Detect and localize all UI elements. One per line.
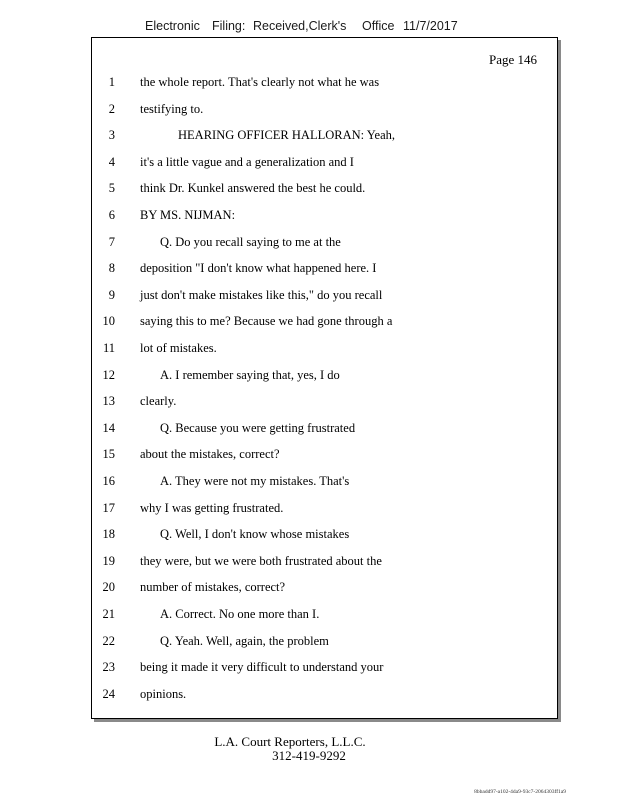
document-id: 8bbadd97-a102-4da9-93c7-2064303ff1a9 xyxy=(474,789,566,795)
line-number: 20 xyxy=(102,580,115,595)
line-text: number of mistakes, correct? xyxy=(140,580,286,595)
transcript-line xyxy=(92,258,557,278)
transcript-line xyxy=(92,684,557,704)
transcript-line xyxy=(92,418,557,438)
line-number: 12 xyxy=(102,367,115,382)
page-number: Page 146 xyxy=(488,52,537,67)
line-text: just don't make mistakes like this," do you recall xyxy=(140,287,383,302)
line-number: 9 xyxy=(108,287,115,302)
line-number: 8 xyxy=(108,261,115,276)
line-number: 10 xyxy=(102,314,115,329)
line-text: clearly. xyxy=(140,394,177,409)
transcript-line xyxy=(92,99,557,119)
line-text: Q. Do you recall saying to me at the xyxy=(160,234,341,249)
line-text: being it made it very difficult to understand your xyxy=(140,660,384,675)
line-number: 1 xyxy=(108,75,115,89)
line-number: 21 xyxy=(102,607,115,621)
filing-stamp-office: Office xyxy=(362,19,395,33)
line-text: Q. Well, I don't know whose mistakes xyxy=(160,527,350,542)
transcript-line xyxy=(92,551,557,571)
transcript-line xyxy=(92,471,557,491)
line-text: deposition "I don't know what happened here. I xyxy=(140,261,377,276)
line-text: Q. Because you were getting frustrated xyxy=(160,420,356,435)
filing-stamp xyxy=(0,19,618,37)
filing-stamp-received: Received,Clerk's xyxy=(253,19,347,33)
line-text: opinions. xyxy=(140,686,187,701)
transcript-line xyxy=(92,205,557,225)
transcript-line xyxy=(92,577,557,597)
transcript-line xyxy=(92,498,557,518)
line-number: 3 xyxy=(108,128,115,143)
line-number: 22 xyxy=(102,633,115,648)
transcript-line xyxy=(92,311,557,331)
transcript-line xyxy=(92,232,557,252)
line-text: Q. Yeah. Well, again, the problem xyxy=(160,633,329,648)
line-text: A. I remember saying that, yes, I do xyxy=(160,367,340,382)
line-number: 5 xyxy=(108,181,115,196)
line-number: 18 xyxy=(102,527,115,542)
transcript-line xyxy=(92,391,557,411)
reporter-phone: 312-419-9292 xyxy=(272,748,346,763)
line-text: testifying to. xyxy=(140,101,204,116)
line-text: A. Correct. No one more than I. xyxy=(160,607,320,621)
line-number: 15 xyxy=(102,447,115,462)
line-text: why I was getting frustrated. xyxy=(140,500,284,515)
line-number: 13 xyxy=(102,394,115,409)
line-text: A. They were not my mistakes. That's xyxy=(160,474,350,488)
line-number: 6 xyxy=(108,208,115,222)
line-text: HEARING OFFICER HALLORAN: Yeah, xyxy=(178,128,396,143)
line-number: 17 xyxy=(102,500,115,515)
line-number: 11 xyxy=(102,341,115,355)
reporter-company: L.A. Court Reporters, L.L.C. xyxy=(214,734,366,749)
transcript-page xyxy=(91,37,558,719)
transcript-line xyxy=(92,178,557,198)
line-text: saying this to me? Because we had gone through a xyxy=(140,314,393,329)
filing-stamp-date: 11/7/2017 xyxy=(403,19,458,33)
line-text: lot of mistakes. xyxy=(140,341,217,355)
line-number: 14 xyxy=(102,420,115,435)
filing-stamp-filing: Filing: xyxy=(212,19,246,33)
line-number: 4 xyxy=(108,154,115,169)
line-number: 24 xyxy=(102,686,115,701)
transcript-line xyxy=(92,285,557,305)
transcript-line xyxy=(92,631,557,651)
line-text: it's a little vague and a generalization and I xyxy=(140,154,354,169)
transcript-line xyxy=(92,524,557,544)
transcript-line xyxy=(92,444,557,464)
transcript-line xyxy=(92,365,557,385)
line-text: about the mistakes, correct? xyxy=(140,447,280,462)
transcript-line xyxy=(92,72,557,92)
transcript-line xyxy=(92,338,557,358)
line-number: 16 xyxy=(102,474,115,488)
line-number: 7 xyxy=(108,234,115,249)
line-number: 2 xyxy=(108,101,115,116)
line-number: 19 xyxy=(102,553,115,568)
line-text: think Dr. Kunkel answered the best he could. xyxy=(140,181,366,196)
transcript-line xyxy=(92,152,557,172)
line-text: the whole report. That's clearly not what he was xyxy=(140,75,380,89)
filing-stamp-electronic: Electronic xyxy=(145,19,200,33)
transcript-line xyxy=(92,125,557,145)
transcript-line xyxy=(92,604,557,624)
line-text: BY MS. NIJMAN: xyxy=(140,208,236,222)
transcript-line xyxy=(92,657,557,677)
line-number: 23 xyxy=(102,660,115,675)
line-text: they were, but we were both frustrated about the xyxy=(140,553,382,568)
